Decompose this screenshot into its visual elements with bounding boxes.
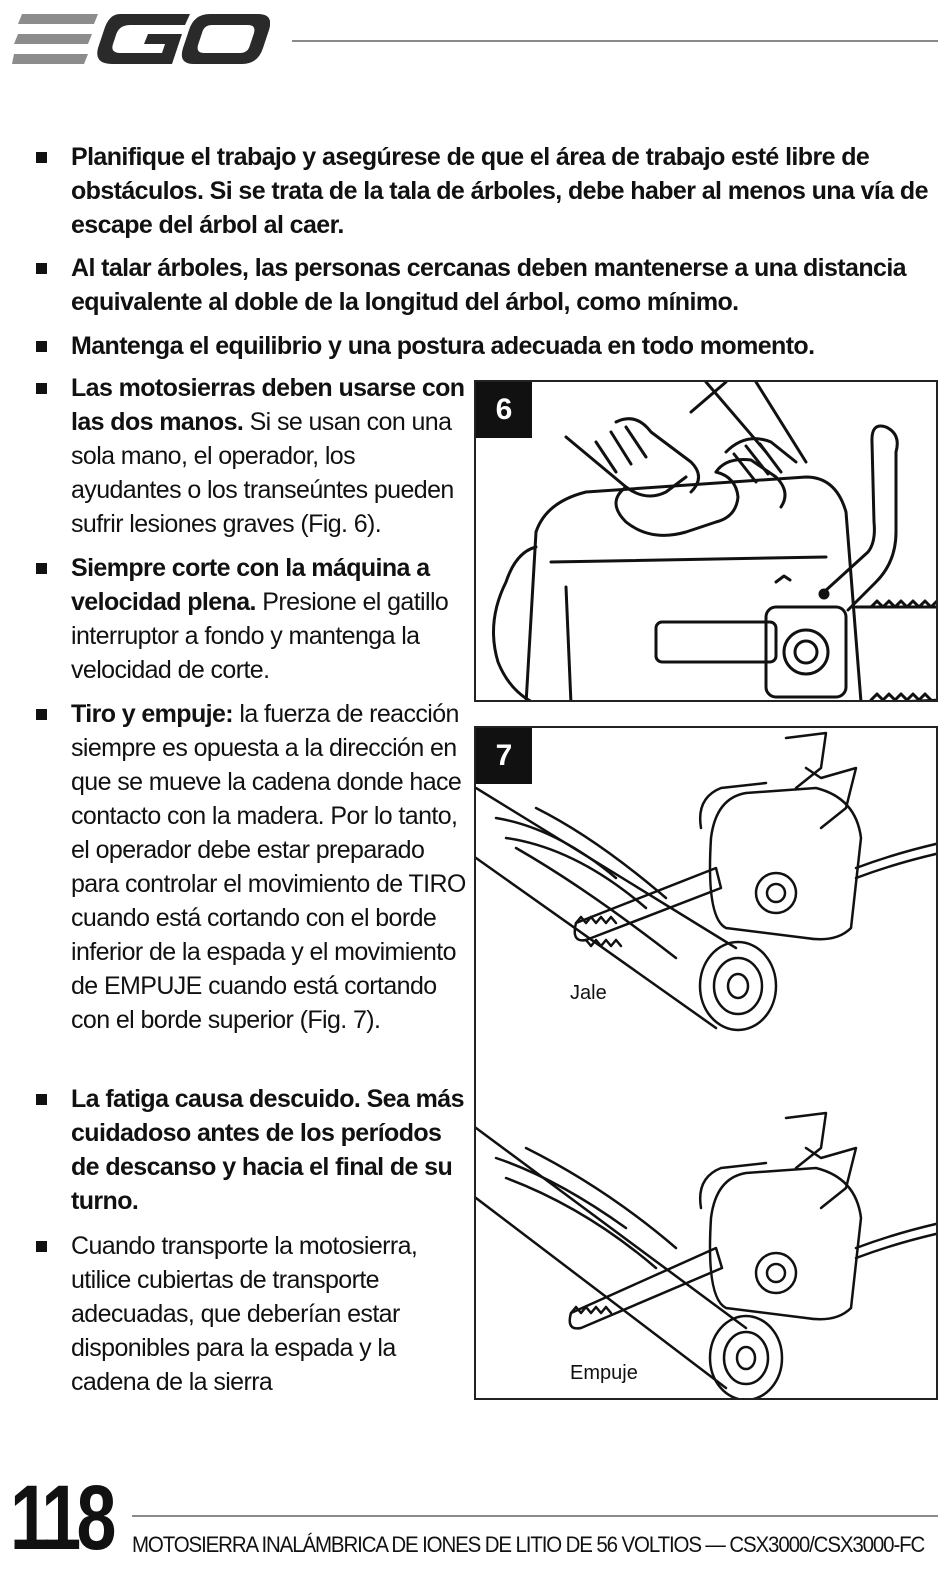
- bullet-marker: [36, 263, 47, 274]
- figure-6: [474, 380, 938, 702]
- bullet-marker: [36, 709, 47, 720]
- bullet-bold-text: Al talar árboles, las personas cercanas deben mantenerse a una distancia equivalente al doble de la longitud del árbol, como mínimo.: [71, 254, 906, 316]
- bullet-marker: [36, 341, 47, 352]
- ego-logo: [12, 10, 270, 70]
- bullet-marker: [36, 1094, 47, 1105]
- chainsaw-two-hands-illustration: [476, 382, 938, 702]
- bullet-marker: [36, 383, 47, 394]
- figure-7: [474, 726, 938, 1400]
- bullet-marker: [36, 152, 47, 163]
- figure-6-number: 6: [476, 382, 532, 438]
- bullet-text: Cuando transporte la motosierra, utilice cubiertas de transporte adecuadas, que deberían estar disponibles para la espada y la cadena de la sierra: [71, 1232, 418, 1396]
- bullet-bold-text: Tiro y empuje:: [71, 700, 234, 728]
- bullet-bold-text: La fatiga causa descuido. Sea más cuidadoso antes de los períodos de descanso y hacia el final de su turno.: [71, 1085, 464, 1215]
- bullet-bold-text: Planifique el trabajo y asegúrese de que el área de trabajo esté libre de obstáculos. Si se trata de la tala de árboles, debe haber al menos una vía de escape del árbol al caer.: [71, 143, 928, 239]
- bullet-bold-text: Siempre corte con la máquina a velocidad plena.: [71, 554, 430, 616]
- footer-rule: [132, 1515, 938, 1517]
- bullet-text: la fuerza de reacción siempre es opuesta a la dirección en que se mueve la cadena donde hace contacto con la madera. Por lo tanto, el operador debe estar preparado para controlar el movimiento de TIRO cuando está cortando con el borde inferior de la espada y el movimiento de EMPUJE cuando está cortando con el borde superior (Fig. 7).: [71, 700, 466, 1034]
- bullet-text: Presione el gatillo interruptor a fondo y mantenga la velocidad de corte.: [71, 588, 449, 684]
- label-pull: Jale: [570, 982, 607, 1004]
- bullet-text: Si se usan con una sola mano, el operador, los ayudantes o los transeúntes pueden sufrir lesiones graves (Fig. 6).: [71, 408, 454, 538]
- figure-7-number: 7: [476, 728, 532, 784]
- bullet-marker: [36, 563, 47, 574]
- pull-push-cutting-illustration: [476, 728, 938, 1400]
- bullet-bold-text: Mantenga el equilibrio y una postura adecuada en todo momento.: [71, 332, 815, 360]
- page-number: 118: [10, 1467, 112, 1569]
- bullet-bold-text: Las motosierras deben usarse con las dos manos.: [71, 374, 465, 436]
- label-push: Empuje: [570, 1362, 638, 1384]
- bullet-marker: [36, 1241, 47, 1252]
- footer-title: MOTOSIERRA INALÁMBRICA DE IONES DE LITIO DE 56 VOLTIOS — CSX3000/CSX3000-FC: [132, 1532, 925, 1557]
- header-rule: [292, 40, 938, 42]
